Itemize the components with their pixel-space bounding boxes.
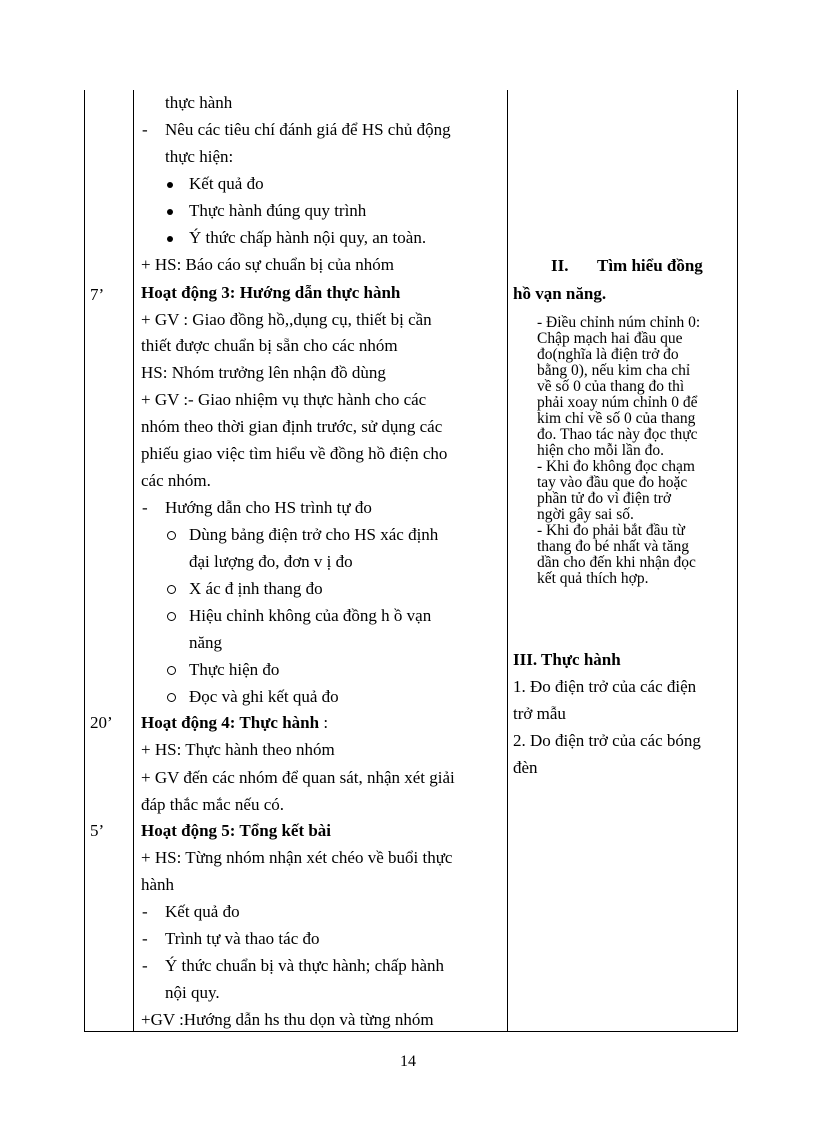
activity-line: Dùng bảng điện trở cho HS xác định [189,525,439,544]
table-border-left [84,90,85,1032]
activity-heading [141,713,328,733]
section-heading-numeral: II. [551,256,569,275]
activity-line: Kết quả đo [189,174,264,193]
content-line: 2. Do điện trở của các bóng [513,731,701,750]
time-20: 20’ [90,713,113,732]
content-line: đèn [513,758,538,777]
table-border-right [737,90,738,1032]
table-border-col1 [133,90,134,1032]
activity-line: hành [141,875,175,894]
content-line: kim chỉ về số 0 của thang [537,410,696,427]
activity-line: phiếu giao việc tìm hiểu về đồng hồ điện cho [141,444,448,463]
content-line: đo. Thao tác này đọc thực [537,426,698,443]
content-line: về số 0 của thang đo thì [537,378,685,395]
circle-bullet-icon [167,666,176,675]
activity-line: Ý thức chấp hành nội quy, an toàn. [189,228,427,247]
content-line: - Khi đo phải bắt đầu từ [537,522,685,539]
activity-line: thiết được chuẩn bị sẵn cho các nhóm [141,336,398,355]
content-line: phải xoay núm chỉnh 0 để [537,394,698,411]
activity-line: các nhóm. [141,471,211,490]
content-line: trở mẫu [513,704,566,723]
table-border-bottom [84,1031,738,1032]
bullet-icon [167,236,173,242]
section-heading: hồ vạn năng. [513,284,607,303]
content-line: hiện cho mỗi lần đo. [537,442,664,459]
time-7: 7’ [90,285,105,304]
bullet-icon [167,182,173,188]
activity-line: Nêu các tiêu chí đánh giá để HS chủ động [165,120,451,139]
content-line: ngời gây sai số. [537,506,634,523]
content-line: thang đo bé nhất và tăng [537,538,689,555]
page-number: 14 [400,1053,416,1070]
dash-marker: - [142,120,148,139]
activity-heading: Hoạt động 5: Tổng kết bài [141,821,332,840]
time-5: 5’ [90,821,105,840]
activity-line: + HS: Từng nhóm nhận xét chéo về buổi thực [141,848,453,867]
activity-line: Đọc và ghi kết quả đo [189,687,339,706]
activity-line: + GV : Giao đồng hồ,,dụng cụ, thiết bị cần [141,310,432,329]
activity-line: thực hành [165,93,233,112]
activity-line: Thực hành đúng quy trình [189,201,367,220]
activity-line: + GV :- Giao nhiệm vụ thực hành cho các [141,390,427,409]
activity-line: Kết quả đo [165,902,240,921]
activity-heading-label: Hoạt động 4: Thực hành [141,713,320,732]
activity-line: + HS: Báo cáo sự chuẩn bị của nhóm [141,255,394,274]
activity-line: nhóm theo thời gian định trước, sử dụng các [141,417,443,436]
section-heading: Tìm hiểu đồng [597,256,703,275]
activity-line: Hiệu chỉnh không của đồng h ồ vạn [189,606,432,625]
activity-line: +GV :Hướng dẫn hs thu dọn và từng nhóm [141,1010,434,1029]
activity-line: đại lượng đo, đơn v ị đo [189,552,353,571]
activity-line: đáp thắc mắc nếu có. [141,795,285,814]
content-line: dần cho đến khi nhận đọc [537,554,696,571]
dash-marker: - [142,929,148,948]
content-line: 1. Đo điện trở của các điện [513,677,697,696]
content-line: đo(nghĩa là điện trở đo [537,346,679,363]
dash-marker: - [142,956,148,975]
table-border-col2 [507,90,508,1032]
section-heading: III. Thực hành [513,650,621,669]
content-line: tay vào đầu que đo hoặc [537,474,688,491]
activity-line: năng [189,633,223,652]
bullet-icon [167,209,173,215]
circle-bullet-icon [167,693,176,702]
activity-line: thực hiện: [165,147,234,166]
activity-heading-colon: : [319,713,329,732]
content-line: phần tử đo vì điện trở [537,490,672,507]
activity-line: Thực hiện đo [189,660,280,679]
content-line: kết quả thích hợp. [537,570,649,587]
content-line: Chập mạch hai đầu que [537,330,683,347]
activity-line: X ác đ ịnh thang đo [189,579,323,598]
activity-line: Trình tự và thao tác đo [165,929,320,948]
activity-line: nội quy. [165,983,220,1002]
activity-line: Ý thức chuẩn bị và thực hành; chấp hành [165,956,445,975]
activity-line: Hướng dẫn cho HS trình tự đo [165,498,372,517]
circle-bullet-icon [167,612,176,621]
activity-heading: Hoạt động 3: Hướng dẫn thực hành [141,283,401,302]
activity-line: HS: Nhóm trưởng lên nhận đồ dùng [141,363,386,382]
activity-line: + GV đến các nhóm để quan sát, nhận xét giải [141,768,455,787]
dash-marker: - [142,902,148,921]
content-line: - Điều chỉnh núm chỉnh 0: [537,314,701,331]
dash-marker: - [142,498,148,517]
circle-bullet-icon [167,585,176,594]
activity-line: + HS: Thực hành theo nhóm [141,740,335,759]
content-line: bằng 0), nếu kim cha chỉ [537,362,691,379]
content-line: - Khi đo không đọc chạm [537,458,695,475]
circle-bullet-icon [167,531,176,540]
